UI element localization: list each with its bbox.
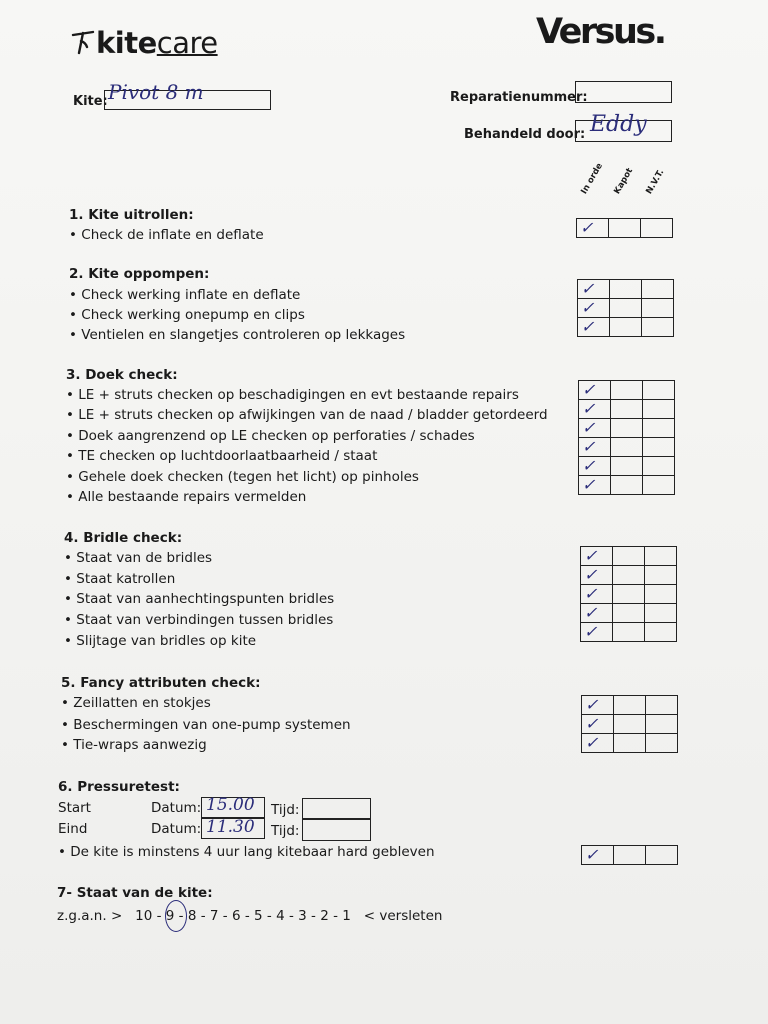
cell-kapot[interactable] [610,280,642,299]
check-row [581,566,677,585]
check-mark-icon: ✓ [585,714,599,733]
bullet: • [58,844,66,860]
check-row [579,457,675,476]
kite-value: Pivot 8 m [108,80,204,104]
check-mark-icon: ✓ [585,845,599,864]
cell-kapot[interactable] [611,476,643,495]
section-4-item-4 [64,612,333,628]
check-row [579,400,675,419]
bullet: • [61,695,69,711]
cell-nvt[interactable] [643,381,675,400]
item-text: Staat van de bridles [76,550,213,566]
check-row [579,381,675,400]
cell-nvt[interactable] [643,438,675,457]
section-3-item-5 [66,469,419,485]
cell-kapot[interactable] [614,846,646,865]
cell-kapot[interactable] [611,438,643,457]
logo-care-text: care [156,26,218,60]
cell-kapot[interactable] [614,734,646,753]
section-6-title: 6. Pressuretest: [58,779,180,795]
check-row [582,846,678,865]
condition-scale: z.g.a.n. > 10 - 9 - 8 - 7 - 6 - 5 - 4 - 3 - 2 - 1 < versleten [57,908,443,924]
item-text: Check de inflate en deflate [81,227,264,243]
item-text: De kite is minstens 4 uur lang kitebaar hard gebleven [70,844,435,860]
section-5-item-3 [61,737,207,753]
scale-value[interactable]: 10 [135,908,153,924]
check-row [581,547,677,566]
treated-by-label: Behandeld door: [464,127,586,142]
selected-circle-icon [165,900,187,932]
section-3-title: 3. Doek check: [66,367,178,383]
section-1-item [69,227,264,243]
cell-nvt[interactable] [643,476,675,495]
kite-icon [70,29,96,55]
check-row [581,623,677,642]
bullet: • [64,612,72,628]
cell-kapot[interactable] [614,715,646,734]
bullet: • [64,550,72,566]
cell-in-orde[interactable] [581,585,613,604]
check-mark-icon: ✓ [584,584,598,603]
section-2-item-3 [69,327,405,343]
check-mark-icon: ✓ [582,475,596,494]
bullet: • [66,387,74,403]
check-row [579,438,675,457]
versus-logo: Versus. [536,12,665,52]
section-2-grid [577,279,674,337]
section-5-item-2 [61,717,351,733]
bullet: • [69,287,77,303]
cell-in-orde[interactable] [582,734,614,753]
kitecare-logo [70,26,218,60]
check-mark-icon: ✓ [581,298,595,317]
item-text: LE + struts checken op beschadigingen en evt bestaande repairs [78,387,519,403]
check-row [582,696,678,715]
check-mark-icon: ✓ [584,565,598,584]
start-time-label: Tijd: [271,802,300,818]
check-row [578,299,674,318]
cell-in-orde[interactable] [579,381,611,400]
cell-in-orde[interactable] [582,715,614,734]
bullet: • [66,448,74,464]
item-text: Doek aangrenzend op LE checken op perforaties / schades [78,428,475,444]
cell-kapot[interactable] [613,585,645,604]
cell-in-orde[interactable] [581,604,613,623]
cell-kapot[interactable] [613,547,645,566]
scale-left-label: z.g.a.n. > [57,908,123,924]
start-date-value: 15.00 [206,795,255,815]
item-text: Staat katrollen [76,571,176,587]
item-text: Staat van aanhechtingspunten bridles [76,591,335,607]
cell-nvt[interactable] [641,219,673,238]
column-in-orde: In orde [579,161,606,196]
section-4-item-1 [64,550,212,566]
check-mark-icon: ✓ [582,418,596,437]
end-time-field[interactable] [302,819,371,841]
section-4-item-2 [64,571,175,587]
section-4-item-5 [64,633,256,649]
section-3-item-3 [66,428,475,444]
bullet: • [66,407,74,423]
cell-in-orde[interactable] [579,438,611,457]
check-mark-icon: ✓ [581,279,595,298]
check-mark-icon: ✓ [584,546,598,565]
section-3-item-1 [66,387,519,403]
start-label: Start [58,800,91,816]
item-text: Check werking onepump en clips [81,307,305,323]
check-mark-icon: ✓ [582,437,596,456]
bullet: • [69,307,77,323]
check-row [581,585,677,604]
item-text: LE + struts checken op afwijkingen van de naad / bladder getordeerd [78,407,548,423]
cell-in-orde[interactable] [578,318,610,337]
column-kapot: Kapot [612,166,636,196]
scale-value[interactable]: 4 [276,908,285,924]
check-row [577,219,673,238]
cell-nvt[interactable] [643,400,675,419]
column-nvt: N.V.T. [644,167,667,196]
end-label: Eind [58,821,88,837]
item-text: Slijtage van bridles op kite [76,633,257,649]
section-4-title: 4. Bridle check: [64,530,183,546]
check-mark-icon: ✓ [581,317,595,336]
bullet: • [66,428,74,444]
item-text: Tie-wraps aanwezig [73,737,207,753]
cell-nvt[interactable] [645,585,677,604]
bullet: • [61,717,69,733]
check-row [578,280,674,299]
check-row [579,419,675,438]
cell-in-orde[interactable] [577,219,609,238]
scale-value[interactable]: 1 [342,908,351,924]
cell-nvt[interactable] [646,715,678,734]
item-text: Check werking inflate en deflate [81,287,301,303]
cell-kapot[interactable] [611,400,643,419]
end-time-label: Tijd: [271,823,300,839]
bullet: • [69,227,77,243]
check-mark-icon: ✓ [585,695,599,714]
section-3-grid [578,380,675,495]
section-1-title: 1. Kite uitrollen: [69,207,194,223]
check-mark-icon: ✓ [582,380,596,399]
repair-number-label: Reparatienummer: [450,90,588,105]
cell-in-orde[interactable] [581,623,613,642]
check-row [582,715,678,734]
cell-kapot[interactable] [610,318,642,337]
check-mark-icon: ✓ [580,218,594,237]
cell-nvt[interactable] [643,457,675,476]
cell-in-orde[interactable] [581,566,613,585]
cell-kapot[interactable] [614,696,646,715]
cell-in-orde[interactable] [578,299,610,318]
cell-nvt[interactable] [642,280,674,299]
start-date-label: Datum: [151,800,202,816]
cell-kapot[interactable] [611,457,643,476]
cell-kapot[interactable] [609,219,641,238]
scale-value[interactable]: 7 [209,908,219,924]
check-mark-icon: ✓ [584,622,598,641]
section-3-item-6 [66,489,306,505]
section-2-title: 2. Kite oppompen: [69,266,210,282]
cell-nvt[interactable] [642,318,674,337]
item-text: Ventielen en slangetjes controleren op lekkages [81,327,406,343]
cell-in-orde[interactable] [579,457,611,476]
check-row [582,734,678,753]
cell-nvt[interactable] [645,547,677,566]
scale-value-selected[interactable]: 8 [187,908,197,924]
bullet: • [66,469,74,485]
repair-number-field[interactable] [575,81,672,103]
bullet: • [69,327,77,343]
bullet: • [64,591,72,607]
cell-nvt[interactable] [645,604,677,623]
item-text: Staat van verbindingen tussen bridles [76,612,334,628]
bullet: • [66,489,74,505]
scale-value[interactable]: 5 [254,908,263,924]
cell-nvt[interactable] [646,846,678,865]
cell-nvt[interactable] [646,734,678,753]
section-5-grid [581,695,678,753]
cell-nvt[interactable] [643,419,675,438]
check-mark-icon: ✓ [584,603,598,622]
check-mark-icon: ✓ [582,456,596,475]
end-date-label: Datum: [151,821,202,837]
cell-in-orde[interactable] [579,476,611,495]
cell-in-orde[interactable] [581,547,613,566]
section-3-item-2 [66,407,548,423]
scale-right-label: < versleten [363,908,443,924]
item-text: Alle bestaande repairs vermelden [78,489,307,505]
section-4-item-3 [64,591,334,607]
check-row [579,476,675,495]
cell-kapot[interactable] [610,299,642,318]
section-4-grid [580,546,677,642]
cell-kapot[interactable] [611,381,643,400]
check-row [581,604,677,623]
logo-kite-text: kite [96,26,157,60]
section-1-grid [576,218,673,238]
scale-value[interactable]: 3 [298,908,307,924]
cell-kapot[interactable] [613,623,645,642]
cell-in-orde[interactable] [582,846,614,865]
item-text: Gehele doek checken (tegen het licht) op pinholes [78,469,419,485]
item-text: Zeillatten en stokjes [73,695,211,711]
section-5-title: 5. Fancy attributen check: [61,675,261,691]
section-3-item-4 [66,448,377,464]
check-mark-icon: ✓ [585,733,599,752]
scale-value[interactable]: 2 [320,908,329,924]
scale-value[interactable]: 6 [231,908,241,924]
cell-kapot[interactable] [613,566,645,585]
item-text: Beschermingen van one-pump systemen [73,717,351,733]
cell-in-orde[interactable] [578,280,610,299]
treated-by-value: Eddy [590,112,647,137]
cell-kapot[interactable] [611,419,643,438]
cell-nvt[interactable] [645,566,677,585]
check-mark-icon: ✓ [582,399,596,418]
scale-value[interactable]: 9 [165,908,175,924]
section-6-grid [581,845,678,865]
section-6-item [58,844,435,860]
section-2-item-1 [69,287,300,303]
cell-nvt[interactable] [646,696,678,715]
section-7-title: 7- Staat van de kite: [57,885,213,901]
cell-nvt[interactable] [642,299,674,318]
cell-nvt[interactable] [645,623,677,642]
item-text: TE checken op luchtdoorlaatbaarheid / staat [78,448,378,464]
end-date-value: 11.30 [206,817,255,837]
bullet: • [64,571,72,587]
cell-in-orde[interactable] [579,400,611,419]
section-5-item-1 [61,695,211,711]
cell-kapot[interactable] [613,604,645,623]
cell-in-orde[interactable] [582,696,614,715]
start-time-field[interactable] [302,798,371,819]
section-2-item-2 [69,307,305,323]
cell-in-orde[interactable] [579,419,611,438]
bullet: • [64,633,72,649]
check-row [578,318,674,337]
bullet: • [61,737,69,753]
kite-label: Kite: [73,94,108,109]
